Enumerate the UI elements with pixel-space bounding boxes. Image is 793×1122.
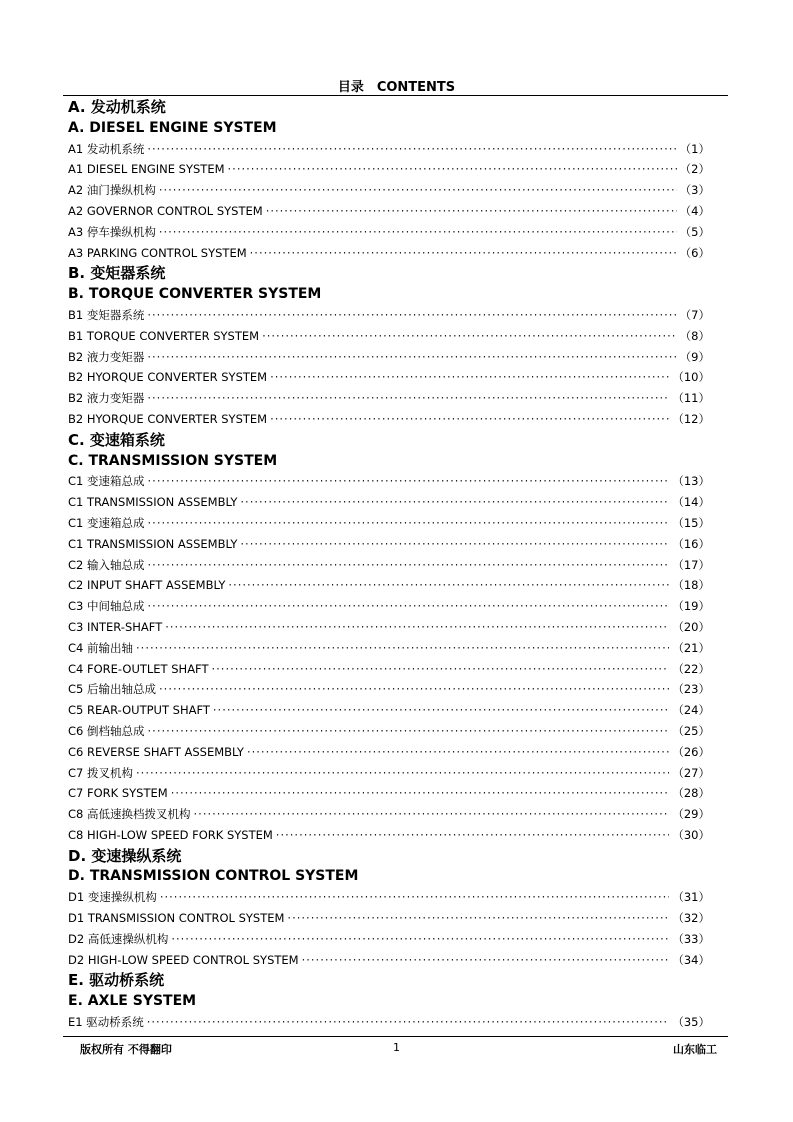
toc-entry-page: （23） <box>672 682 710 697</box>
toc-entry-label: C6 REVERSE SHAFT ASSEMBLY <box>68 744 244 759</box>
section-heading-cn: C. 变速箱系统 <box>68 430 165 449</box>
toc-entry-page: （28） <box>672 786 710 801</box>
toc-entry-label: C1 TRANSMISSION ASSEMBLY <box>68 536 238 551</box>
dot-leader <box>147 347 676 368</box>
toc-entry[interactable] <box>68 1012 710 1033</box>
toc-entry-page: （6） <box>679 245 710 260</box>
dot-leader <box>148 721 670 742</box>
toc-entry-label: C5 后输出轴总成 <box>68 682 157 697</box>
section-heading-cn: A. 发动机系统 <box>68 98 166 116</box>
toc-entry-page: （16） <box>672 536 710 551</box>
toc-entry-label: C2 INPUT SHAFT ASSEMBLY <box>68 578 226 593</box>
toc-entry[interactable] <box>68 555 710 576</box>
dot-leader <box>212 659 670 680</box>
dot-leader <box>270 367 669 388</box>
toc-entry-page: （5） <box>679 224 710 239</box>
dot-leader <box>228 575 669 596</box>
toc-entry-page: （20） <box>672 619 710 634</box>
toc-entry[interactable] <box>68 201 710 222</box>
section-heading-en: E. AXLE SYSTEM <box>68 993 197 1010</box>
dot-leader <box>266 201 677 222</box>
toc-entry[interactable] <box>68 139 710 160</box>
toc-entry-label: C4 前输出轴 <box>68 640 134 655</box>
toc-entry-label: C1 变速箱总成 <box>68 474 145 489</box>
toc-entry-page: （13） <box>672 474 710 489</box>
dot-leader <box>270 409 669 430</box>
toc-entry-page: （12） <box>672 411 710 426</box>
toc-entry-page: （31） <box>672 890 710 905</box>
page-title: 目录 CONTENTS <box>337 80 456 95</box>
toc-entry[interactable] <box>68 534 710 555</box>
dot-leader <box>159 679 669 700</box>
toc-entry[interactable] <box>68 721 710 742</box>
toc-entry[interactable] <box>68 347 710 368</box>
toc-entry-label: E1 驱动桥系统 <box>68 1015 144 1030</box>
toc-entry-label: C4 FORE-OUTLET SHAFT <box>68 661 209 676</box>
toc-entry-label: B1 TORQUE CONVERTER SYSTEM <box>68 328 260 343</box>
dot-leader <box>148 555 670 576</box>
toc-entry[interactable] <box>68 243 710 264</box>
section-heading-cn: B. 变矩器系统 <box>68 264 166 283</box>
dot-leader <box>262 326 677 347</box>
dot-leader <box>213 700 669 721</box>
toc-entry[interactable] <box>68 222 710 243</box>
dot-leader <box>240 492 669 513</box>
toc-entry-page: （10） <box>672 370 710 385</box>
toc-entry-page: （35） <box>672 1015 710 1030</box>
toc-entry[interactable] <box>68 742 710 763</box>
section-heading-en: D. TRANSMISSION CONTROL SYSTEM <box>68 868 359 885</box>
section-heading-en: A. DIESEL ENGINE SYSTEM <box>68 119 277 136</box>
toc-entry-page: （7） <box>679 307 710 322</box>
toc-entry-label: A2 油门操纵机构 <box>68 183 156 198</box>
dot-leader <box>171 929 669 950</box>
toc-entry-label: C8 HIGH-LOW SPEED FORK SYSTEM <box>68 827 273 842</box>
toc-entry[interactable] <box>68 492 710 513</box>
copyright-notice: 版权所有 不得翻印 <box>80 1043 172 1056</box>
toc-entry-page: （2） <box>679 162 710 177</box>
toc-entry-label: A3 停车操纵机构 <box>68 224 156 239</box>
toc-entry[interactable] <box>68 367 710 388</box>
toc-entry[interactable] <box>68 513 710 534</box>
toc-entry-page: （4） <box>679 203 710 218</box>
toc-entry-label: C2 输入轴总成 <box>68 557 145 572</box>
toc-entry[interactable] <box>68 180 710 201</box>
toc-entry[interactable] <box>68 929 710 950</box>
toc-entry-label: C1 变速箱总成 <box>68 515 145 530</box>
dot-leader <box>148 471 670 492</box>
dot-leader <box>148 513 670 534</box>
toc-entry-label: C1 TRANSMISSION ASSEMBLY <box>68 495 238 510</box>
toc-entry[interactable] <box>68 679 710 700</box>
section-heading-en: B. TORQUE CONVERTER SYSTEM <box>68 286 322 303</box>
toc-entry-label: C3 中间轴总成 <box>68 599 145 614</box>
toc-entry[interactable] <box>68 638 710 659</box>
toc-entry-label: C8 高低速换档拨叉机构 <box>68 807 191 822</box>
toc-entry-label: C6 倒档轴总成 <box>68 723 145 738</box>
toc-entry-page: （1） <box>679 141 710 156</box>
toc-entry-page: （9） <box>679 349 710 364</box>
toc-entry-label: A1 DIESEL ENGINE SYSTEM <box>68 162 225 177</box>
section-heading-en: C. TRANSMISSION SYSTEM <box>68 452 278 469</box>
toc-entry[interactable] <box>68 763 710 784</box>
toc-entry-page: （19） <box>672 599 710 614</box>
dot-leader <box>276 825 670 846</box>
toc-entry-label: B2 液力变矩器 <box>68 349 145 364</box>
toc-entry-page: （17） <box>672 557 710 572</box>
header-rule <box>63 95 728 96</box>
toc-entry-page: （18） <box>672 578 710 593</box>
toc-entry-label: C7 拨叉机构 <box>68 765 134 780</box>
dot-leader <box>228 159 677 180</box>
dot-leader <box>147 139 676 160</box>
toc-entry-page: （29） <box>672 807 710 822</box>
toc-entry-page: （3） <box>679 183 710 198</box>
toc-entry-page: （33） <box>672 931 710 946</box>
dot-leader <box>250 243 677 264</box>
dot-leader <box>287 908 669 929</box>
company-name: 山东临工 <box>673 1043 717 1056</box>
dot-leader <box>159 222 677 243</box>
toc-entry[interactable] <box>68 409 710 430</box>
toc-entry-page: （24） <box>672 703 710 718</box>
toc-entry-page: （34） <box>672 952 710 967</box>
toc-entry[interactable] <box>68 908 710 929</box>
toc-entry[interactable] <box>68 471 710 492</box>
toc-entry[interactable] <box>68 596 710 617</box>
toc-entry[interactable] <box>68 305 710 326</box>
toc-entry-page: （25） <box>672 723 710 738</box>
toc-entry-page: （15） <box>672 515 710 530</box>
footer-rule <box>63 1036 728 1037</box>
toc-entry[interactable] <box>68 575 710 596</box>
toc-entry-page: （8） <box>679 328 710 343</box>
toc-entry-label: D1 TRANSMISSION CONTROL SYSTEM <box>68 911 285 926</box>
toc-entry-label: B1 变矩器系统 <box>68 307 145 322</box>
toc-entry-page: （32） <box>672 911 710 926</box>
section-heading-cn: D. 变速操纵系统 <box>68 846 182 865</box>
dot-leader <box>240 534 669 555</box>
dot-leader <box>165 617 669 638</box>
dot-leader <box>147 305 676 326</box>
toc-entry-page: （26） <box>672 744 710 759</box>
toc-entry-page: （21） <box>672 640 710 655</box>
toc-entry[interactable] <box>68 659 710 680</box>
dot-leader <box>302 950 670 971</box>
toc-entry-page: （11） <box>672 391 710 406</box>
toc-entry[interactable] <box>68 950 710 971</box>
toc-entry-label: C3 INTER-SHAFT <box>68 619 163 634</box>
toc-entry-page: （14） <box>672 495 710 510</box>
toc-entry-label: D2 高低速操纵机构 <box>68 931 169 946</box>
toc-entry-page: （30） <box>672 827 710 842</box>
toc-entry-label: A1 发动机系统 <box>68 141 145 156</box>
toc-entry-label: A2 GOVERNOR CONTROL SYSTEM <box>68 203 263 218</box>
toc-entry-label: C5 REAR-OUTPUT SHAFT <box>68 703 210 718</box>
toc-entry-label: A3 PARKING CONTROL SYSTEM <box>68 245 247 260</box>
dot-leader <box>147 1012 670 1033</box>
dot-leader <box>247 742 669 763</box>
dot-leader <box>148 596 670 617</box>
toc-entry-page: （27） <box>672 765 710 780</box>
toc-entry[interactable] <box>68 700 710 721</box>
toc-entry[interactable] <box>68 388 710 409</box>
dot-leader <box>194 804 670 825</box>
toc-entry[interactable] <box>68 617 710 638</box>
toc-entry[interactable] <box>68 783 710 804</box>
toc-entry-page: （22） <box>672 661 710 676</box>
toc-entry-label: B2 液力变矩器 <box>68 391 145 406</box>
toc-entry-label: D2 HIGH-LOW SPEED CONTROL SYSTEM <box>68 952 299 967</box>
dot-leader <box>159 180 677 201</box>
toc-entry[interactable] <box>68 804 710 825</box>
page-number: 1 <box>393 1041 400 1054</box>
toc-entry[interactable] <box>68 326 710 347</box>
dot-leader <box>171 783 670 804</box>
toc-entry[interactable] <box>68 825 710 846</box>
dot-leader <box>136 638 669 659</box>
dot-leader <box>136 763 669 784</box>
toc-entry-label: B2 HYORQUE CONVERTER SYSTEM <box>68 370 268 385</box>
section-heading-cn: E. 驱动桥系统 <box>68 971 165 990</box>
toc-entry[interactable] <box>68 887 710 908</box>
toc-entry-label: B2 HYORQUE CONVERTER SYSTEM <box>68 411 268 426</box>
table-of-contents <box>68 97 710 1033</box>
toc-entry-label: D1 变速操纵机构 <box>68 890 157 905</box>
dot-leader <box>160 887 670 908</box>
dot-leader <box>147 388 669 409</box>
toc-entry-label: C7 FORK SYSTEM <box>68 786 168 801</box>
toc-entry[interactable] <box>68 159 710 180</box>
